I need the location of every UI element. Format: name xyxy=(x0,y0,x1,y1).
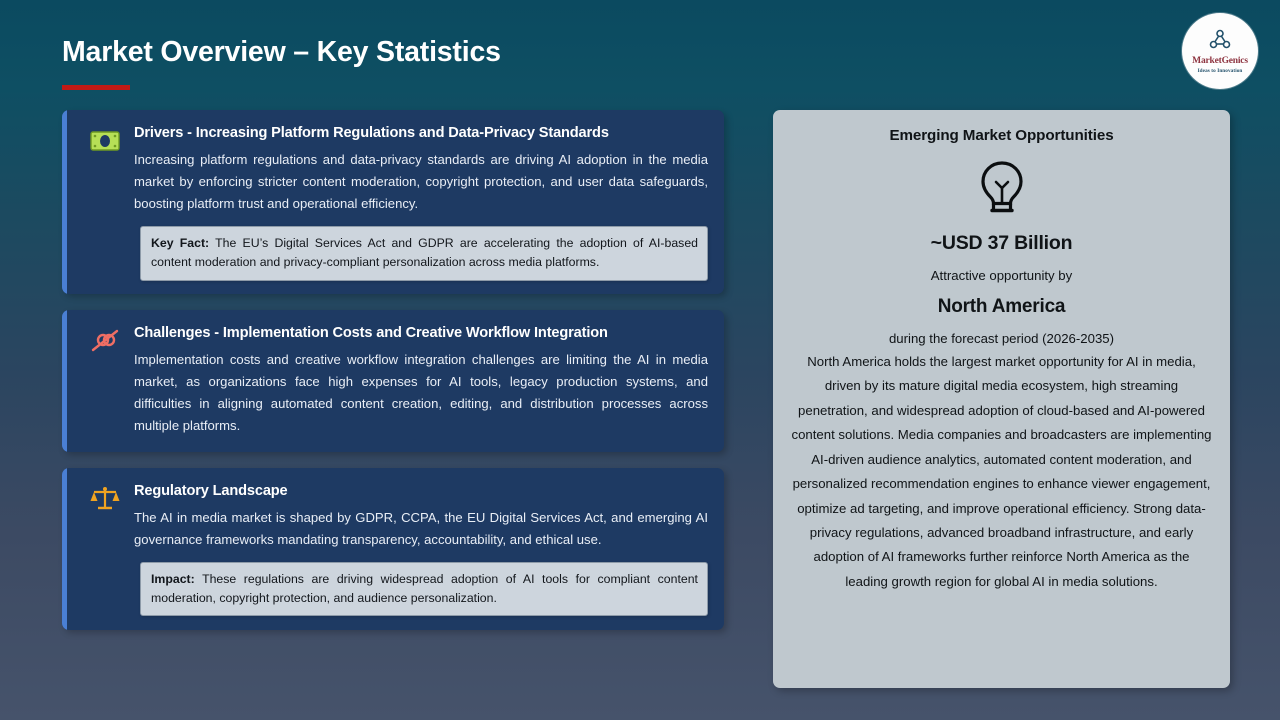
callout-label: Impact: xyxy=(151,571,195,586)
broken-chain-icon xyxy=(88,326,122,356)
emerging-market-opportunities-panel xyxy=(773,110,1230,688)
callout-label: Key Fact: xyxy=(151,236,210,251)
page-title: Market Overview – Key Statistics xyxy=(62,36,501,68)
card-challenges[interactable] xyxy=(62,310,724,452)
callout-text: These regulations are driving widespread adoption of AI tools for compliant content moderation, copyright protection, and audience personalization. xyxy=(151,571,698,605)
card-drivers[interactable] xyxy=(62,110,724,294)
title-underline-accent xyxy=(62,85,130,90)
card-accent-bar xyxy=(62,310,67,452)
panel-title: Emerging Market Opportunities xyxy=(889,127,1114,144)
company-logo xyxy=(1182,13,1258,89)
banknote-icon xyxy=(88,126,122,156)
opportunity-value: ~USD 37 Billion xyxy=(930,232,1073,254)
card-description: Increasing platform regulations and data-privacy standards are driving AI adoption in the media market by enforcing stricter content moderation, copyright protection, and user data safeguards, boosting platform trust and operational efficiency. xyxy=(134,152,708,212)
lightbulb-icon xyxy=(791,160,1212,218)
opportunity-description: North America holds the largest market opportunity for AI in media, driven by its mature digital media ecosystem, high streaming penetration, and widespread adoption of cloud-based and AI-powered content solutions. Media companies and broadcasters are implementing AI-driven audience analytics, automated content moderation, and personalized recommendation engines to enhance viewer engagement, optimize ad targeting, and improve operational efficiency. Strong data-privacy regulations, advanced broadband infrastructure, and early adoption of AI frameworks further reinforce North America as the leading growth region for global AI in media solutions. xyxy=(791,354,1212,589)
card-accent-bar xyxy=(62,110,67,294)
opportunity-forecast-period: during the forecast period (2026-2035) xyxy=(888,331,1115,346)
key-fact-callout xyxy=(140,226,708,280)
card-title: Drivers - Increasing Platform Regulations and Data-Privacy Standards xyxy=(134,125,609,141)
callout-text: The EU’s Digital Services Act and GDPR are accelerating the adoption of AI-based content moderation and privacy-compliant personalization across media platforms. xyxy=(151,236,698,269)
card-description: Implementation costs and creative workflow integration challenges are limiting the AI in media market, as organizations face high expenses for AI tools, legacy production systems, and difficulties in aligning automated content creation, editing, and distribution processes across multiple platforms. xyxy=(134,351,708,433)
opportunity-region: North America xyxy=(937,296,1066,317)
card-title: Regulatory Landscape xyxy=(134,482,288,499)
balance-scales-icon xyxy=(88,484,122,514)
card-regulatory[interactable] xyxy=(62,468,724,631)
slide-header xyxy=(62,36,862,90)
card-description: The AI in media market is shaped by GDPR, CCPA, the EU Digital Services Act, and emerging AI governance frameworks mandating transparency, accountability, and ethical use. xyxy=(134,509,708,547)
logo-company-name: MarketGenics xyxy=(1192,55,1248,66)
key-statistics-column xyxy=(62,110,724,646)
network-nodes-icon xyxy=(1207,29,1233,56)
logo-tagline: Ideas to Innovation xyxy=(1197,67,1243,74)
card-accent-bar xyxy=(62,468,67,631)
opportunity-subtitle: Attractive opportunity by xyxy=(930,268,1073,283)
card-title: Challenges - Implementation Costs and Creative Workflow Integration xyxy=(134,324,608,341)
impact-callout xyxy=(140,562,708,616)
